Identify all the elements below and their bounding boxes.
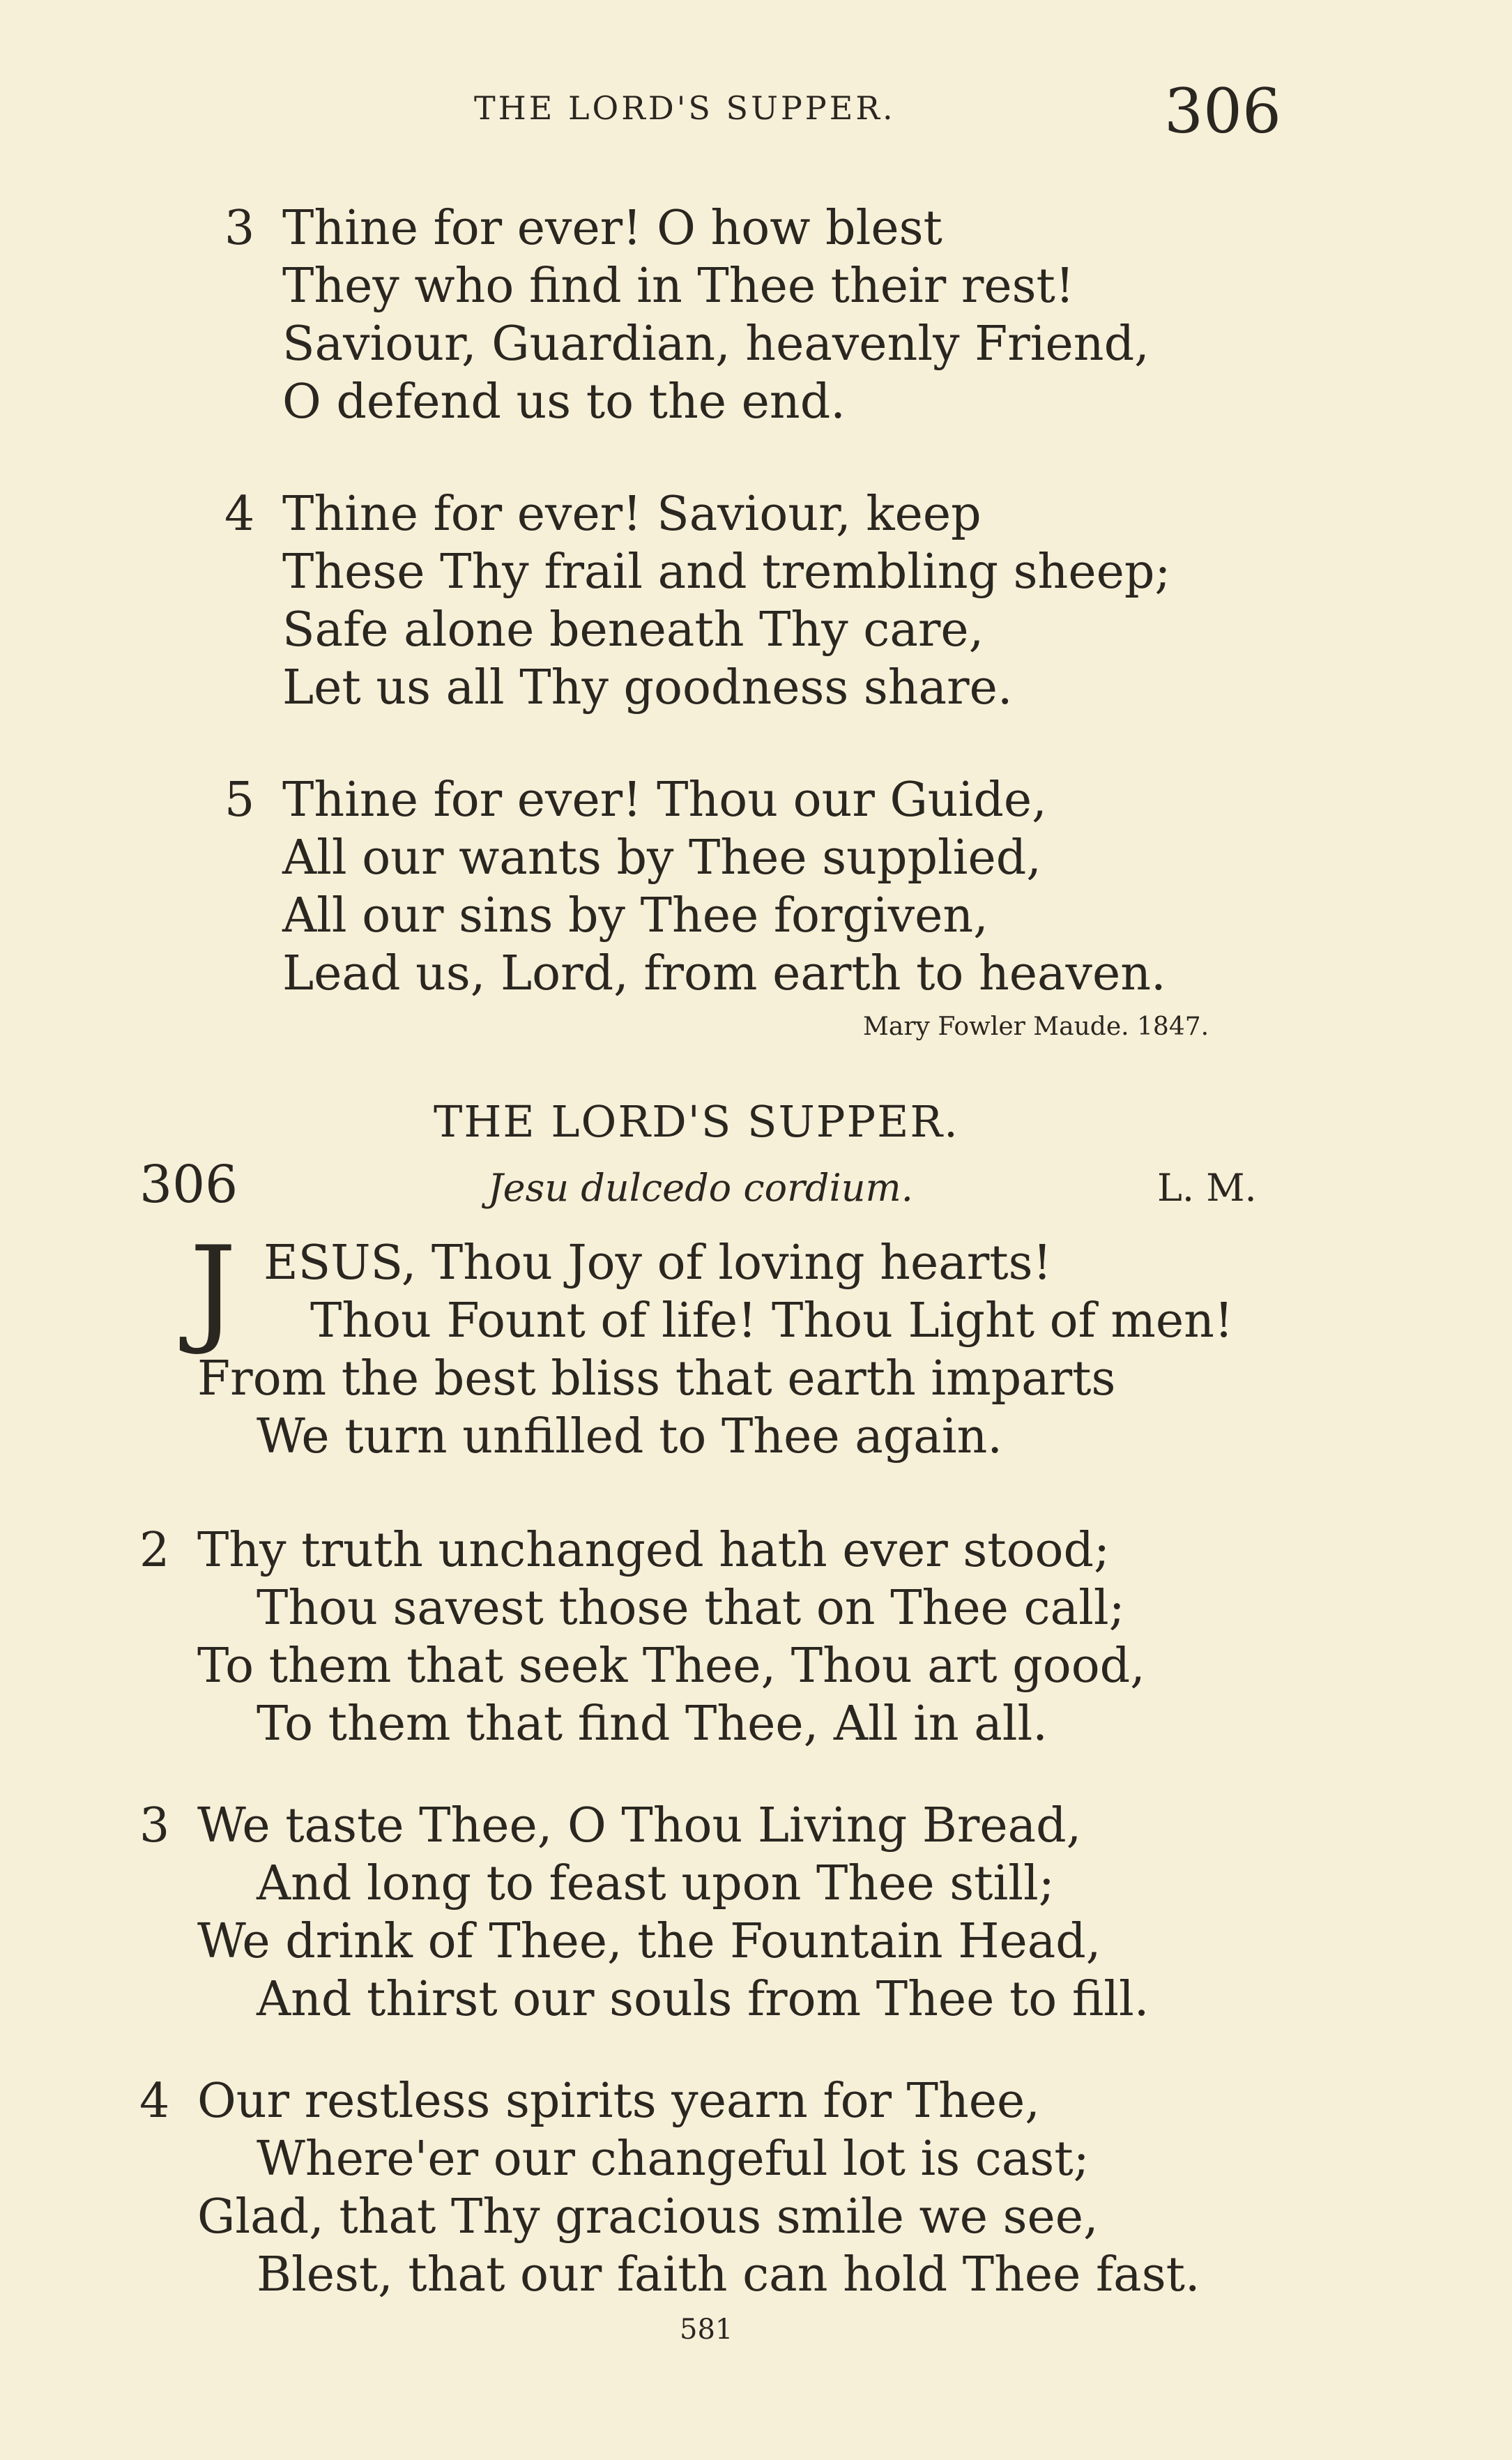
verse-line: Saviour, Guardian, heavenly Friend, xyxy=(282,317,1150,372)
folio-number: 581 xyxy=(680,2314,733,2346)
verse-line: Thou savest those that on Thee call; xyxy=(257,1581,1125,1636)
verse-line: And long to feast upon Thee still; xyxy=(257,1856,1055,1911)
verse-line: O defend us to the end. xyxy=(282,374,846,430)
running-title: THE LORD'S SUPPER. xyxy=(474,89,896,127)
verse-line: We drink of Thee, the Fountain Head, xyxy=(197,1914,1101,1969)
verse-line: They who find in Thee their rest! xyxy=(282,259,1075,314)
verse-line: To them that seek Thee, Thou art good, xyxy=(197,1639,1145,1694)
verse-line: And thirst our souls from Thee to fill. xyxy=(257,1972,1150,2027)
author-attribution: Mary Fowler Maude. 1847. xyxy=(863,1012,1209,1041)
verse-line: Our restless spirits yearn for Thee, xyxy=(197,2074,1040,2129)
verse-line: All our sins by Thee forgiven, xyxy=(282,888,988,943)
verse-line: Blest, that our faith can hold Thee fast. xyxy=(257,2247,1200,2302)
page-number: 306 xyxy=(1164,75,1281,147)
drop-cap: J xyxy=(190,1221,237,1358)
verse-line: ESUS, Thou Joy of loving hearts! xyxy=(264,1236,1052,1291)
hymn-latin-title: Jesu dulcedo cordium. xyxy=(488,1166,913,1210)
stanza-number: 2 xyxy=(139,1523,170,1578)
hymn-number: 306 xyxy=(139,1155,238,1215)
verse-line: Thine for ever! O how blest xyxy=(282,201,942,256)
verse-line: From the best bliss that earth imparts xyxy=(197,1351,1116,1406)
verse-line: These Thy frail and trembling sheep; xyxy=(282,545,1171,600)
verse-line: To them that find Thee, All in all. xyxy=(257,1696,1048,1752)
verse-line: Thy truth unchanged hath ever stood; xyxy=(197,1523,1110,1578)
hymn-meter: L. M. xyxy=(1157,1166,1257,1210)
verse-line: Let us all Thy goodness share. xyxy=(282,660,1013,715)
stanza-number: 4 xyxy=(139,2074,170,2129)
verse-line: Glad, that Thy gracious smile we see, xyxy=(197,2189,1099,2245)
verse-line: Thine for ever! Saviour, keep xyxy=(282,487,982,542)
stanza-number: 3 xyxy=(139,1798,170,1853)
verse-line: We turn unfilled to Thee again. xyxy=(257,1409,1002,1464)
verse-line: All our wants by Thee supplied, xyxy=(282,830,1041,886)
verse-line: Lead us, Lord, from earth to heaven. xyxy=(282,946,1166,1001)
verse-line: Thou Fount of life! Thou Light of men! xyxy=(310,1293,1234,1349)
verse-line: Where'er our changeful lot is cast; xyxy=(257,2132,1090,2187)
stanza-number: 3 xyxy=(224,201,255,256)
verse-line: Thine for ever! Thou our Guide, xyxy=(282,773,1047,828)
stanza-number: 5 xyxy=(224,773,255,828)
section-title: THE LORD'S SUPPER. xyxy=(434,1096,959,1147)
verse-line: We taste Thee, O Thou Living Bread, xyxy=(197,1798,1082,1853)
verse-line: Safe alone beneath Thy care, xyxy=(282,602,984,658)
stanza-number: 4 xyxy=(224,487,255,542)
